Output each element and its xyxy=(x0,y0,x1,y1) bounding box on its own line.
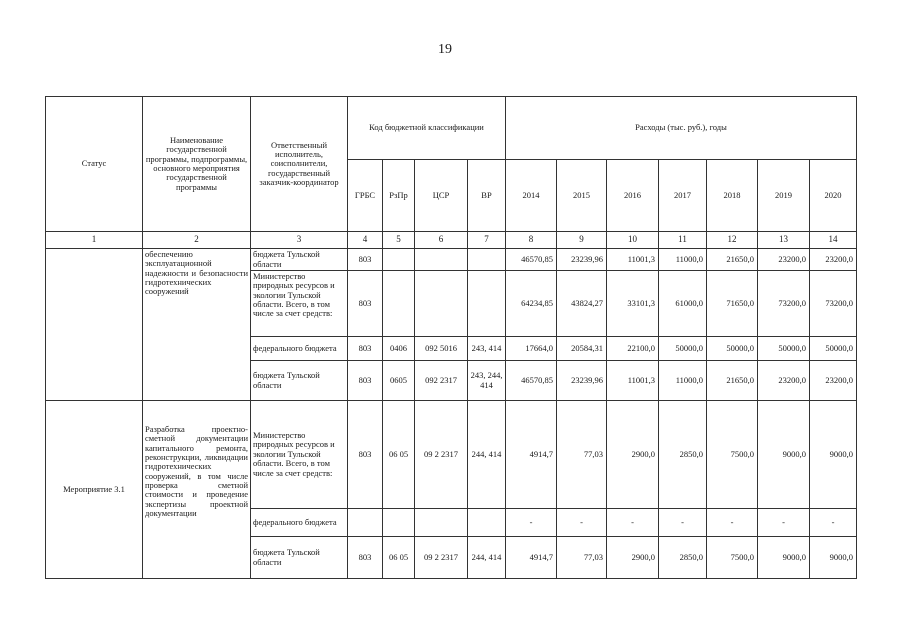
value-cell: 9000,0 xyxy=(758,537,810,579)
header-year: 2019 xyxy=(758,160,810,232)
value-cell: 20584,31 xyxy=(557,337,607,361)
vr-cell xyxy=(468,249,506,271)
value-cell: - xyxy=(758,509,810,537)
value-cell: - xyxy=(607,509,659,537)
csr-cell: 092 2317 xyxy=(415,361,468,401)
value-cell: 9000,0 xyxy=(810,537,857,579)
vr-cell xyxy=(468,509,506,537)
value-cell: 50000,0 xyxy=(758,337,810,361)
value-cell: 46570,85 xyxy=(506,249,557,271)
executor-cell: бюджета Тульской области xyxy=(251,537,348,579)
value-cell: 50000,0 xyxy=(707,337,758,361)
status-cell: Мероприятие 3.1 xyxy=(46,401,143,579)
event-name: обеспечению эксплуатационной надежности и безопасности гидротехнических сооружений xyxy=(143,249,251,401)
column-number: 12 xyxy=(707,232,758,249)
value-cell: - xyxy=(707,509,758,537)
value-cell: 23200,0 xyxy=(810,249,857,271)
grbs-cell: 803 xyxy=(348,271,383,337)
value-cell: 46570,85 xyxy=(506,361,557,401)
value-cell: 22100,0 xyxy=(607,337,659,361)
grbs-cell: 803 xyxy=(348,401,383,509)
value-cell: 50000,0 xyxy=(659,337,707,361)
value-cell: 64234,85 xyxy=(506,271,557,337)
header-year: 2015 xyxy=(557,160,607,232)
vr-cell: 243, 244, 414 xyxy=(468,361,506,401)
column-number: 9 xyxy=(557,232,607,249)
value-cell: 2850,0 xyxy=(659,537,707,579)
value-cell: 71650,0 xyxy=(707,271,758,337)
header-name: Наименование государственной программы, подпрограммы, основного мероприятия государственной программы xyxy=(143,97,251,232)
rzpr-cell: 06 05 xyxy=(383,537,415,579)
csr-cell: 09 2 2317 xyxy=(415,537,468,579)
executor-cell: Министерство природных ресурсов и экологии Тульской области. Всего, в том числе за счет средств: xyxy=(251,271,348,337)
grbs-cell: 803 xyxy=(348,249,383,271)
column-number: 13 xyxy=(758,232,810,249)
header-grbs: ГРБС xyxy=(348,160,383,232)
executor-cell: федерального бюджета xyxy=(251,337,348,361)
header-executor: Ответственный исполнитель, соисполнители, государственный заказчик-координатор xyxy=(251,97,348,232)
page-number: 19 xyxy=(438,42,452,57)
csr-cell xyxy=(415,509,468,537)
rzpr-cell: 0605 xyxy=(383,361,415,401)
header-csr: ЦСР xyxy=(415,160,468,232)
table-row xyxy=(46,401,857,509)
value-cell: 4914,7 xyxy=(506,537,557,579)
rzpr-cell xyxy=(383,249,415,271)
value-cell: 21650,0 xyxy=(707,249,758,271)
column-number: 1 xyxy=(46,232,143,249)
value-cell: 9000,0 xyxy=(758,401,810,509)
grbs-cell: 803 xyxy=(348,537,383,579)
value-cell: 11001,3 xyxy=(607,361,659,401)
value-cell: 50000,0 xyxy=(810,337,857,361)
header-year: 2020 xyxy=(810,160,857,232)
grbs-cell xyxy=(348,509,383,537)
value-cell: 43824,27 xyxy=(557,271,607,337)
executor-cell: Министерство природных ресурсов и экологии Тульской области. Всего, в том числе за счет средств: xyxy=(251,401,348,509)
executor-cell: бюджета Тульской области xyxy=(251,361,348,401)
status-cell-empty xyxy=(46,249,143,401)
grbs-cell: 803 xyxy=(348,361,383,401)
header-row xyxy=(46,97,857,160)
rzpr-cell xyxy=(383,509,415,537)
vr-cell: 243, 414 xyxy=(468,337,506,361)
value-cell: 11000,0 xyxy=(659,249,707,271)
csr-cell xyxy=(415,271,468,337)
value-cell: 33101,3 xyxy=(607,271,659,337)
csr-cell: 092 5016 xyxy=(415,337,468,361)
value-cell: 73200,0 xyxy=(758,271,810,337)
column-number: 7 xyxy=(468,232,506,249)
vr-cell: 244, 414 xyxy=(468,537,506,579)
header-expenses: Расходы (тыс. руб.), годы xyxy=(506,97,857,160)
column-number: 8 xyxy=(506,232,557,249)
value-cell: 4914,7 xyxy=(506,401,557,509)
rzpr-cell xyxy=(383,271,415,337)
column-number: 6 xyxy=(415,232,468,249)
value-cell: 23200,0 xyxy=(758,249,810,271)
csr-cell xyxy=(415,249,468,271)
column-number: 11 xyxy=(659,232,707,249)
grbs-cell: 803 xyxy=(348,337,383,361)
value-cell: 61000,0 xyxy=(659,271,707,337)
header-year: 2018 xyxy=(707,160,758,232)
column-number: 3 xyxy=(251,232,348,249)
rzpr-cell: 0406 xyxy=(383,337,415,361)
executor-cell: федерального бюджета xyxy=(251,509,348,537)
header-budget-code: Код бюджетной классификации xyxy=(348,97,506,160)
value-cell: - xyxy=(506,509,557,537)
csr-cell: 09 2 2317 xyxy=(415,401,468,509)
value-cell: 9000,0 xyxy=(810,401,857,509)
value-cell: 77,03 xyxy=(557,537,607,579)
header-vr: ВР xyxy=(468,160,506,232)
column-number: 14 xyxy=(810,232,857,249)
value-cell: 2900,0 xyxy=(607,401,659,509)
value-cell: - xyxy=(659,509,707,537)
value-cell: 2900,0 xyxy=(607,537,659,579)
value-cell: 7500,0 xyxy=(707,401,758,509)
value-cell: 7500,0 xyxy=(707,537,758,579)
vr-cell xyxy=(468,271,506,337)
value-cell: 2850,0 xyxy=(659,401,707,509)
rzpr-cell: 06 05 xyxy=(383,401,415,509)
value-cell: 77,03 xyxy=(557,401,607,509)
executor-cell: бюджета Тульской области xyxy=(251,249,348,271)
header-year: 2014 xyxy=(506,160,557,232)
vr-cell: 244, 414 xyxy=(468,401,506,509)
header-year: 2017 xyxy=(659,160,707,232)
column-numbers-row xyxy=(46,232,857,249)
event-name: Разработка проектно-сметной документации капитального ремонта, реконструкции, ликвидации гидротехнических сооружений, в том числе проверка сметной стоимости и проведение экспертизы проектной документации xyxy=(143,401,251,579)
value-cell: 23239,96 xyxy=(557,361,607,401)
header-rzpr: РзПр xyxy=(383,160,415,232)
header-year: 2016 xyxy=(607,160,659,232)
value-cell: 11000,0 xyxy=(659,361,707,401)
value-cell: 11001,3 xyxy=(607,249,659,271)
budget-table xyxy=(45,96,857,579)
column-number: 10 xyxy=(607,232,659,249)
column-number: 4 xyxy=(348,232,383,249)
table-row xyxy=(46,249,857,271)
value-cell: 73200,0 xyxy=(810,271,857,337)
column-number: 5 xyxy=(383,232,415,249)
value-cell: 23200,0 xyxy=(758,361,810,401)
header-status: Статус xyxy=(46,97,143,232)
value-cell: 23200,0 xyxy=(810,361,857,401)
value-cell: 23239,96 xyxy=(557,249,607,271)
value-cell: 17664,0 xyxy=(506,337,557,361)
column-number: 2 xyxy=(143,232,251,249)
value-cell: 21650,0 xyxy=(707,361,758,401)
value-cell: - xyxy=(810,509,857,537)
value-cell: - xyxy=(557,509,607,537)
